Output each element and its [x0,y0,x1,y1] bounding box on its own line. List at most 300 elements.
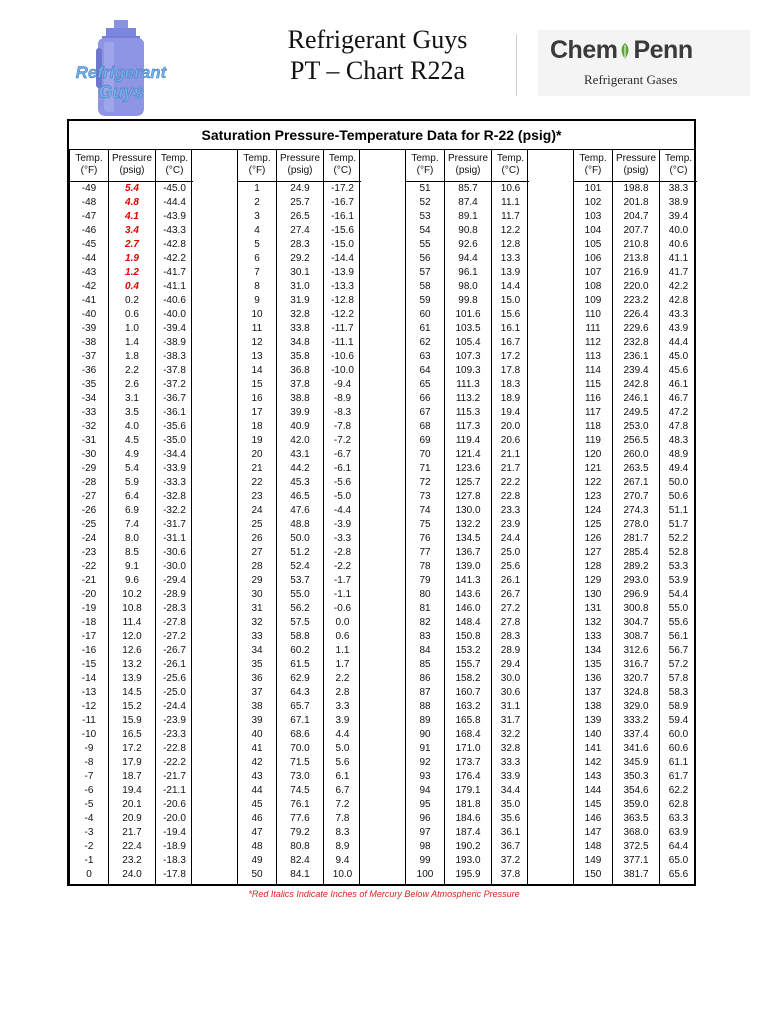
table-cell: 74 [419,505,431,516]
table-cell: 28.3 [290,239,310,250]
table-cell: 34 [251,645,263,656]
table-cell: 11.1 [501,197,520,208]
table-cell: 4.4 [335,729,350,740]
table-cell: 333.2 [623,715,649,726]
table-cell: 137 [584,687,602,698]
table-cell: 165.8 [455,715,481,726]
table-cell: -6.7 [333,449,352,460]
table-cell: 75 [419,519,431,530]
table-cell: 147 [584,827,602,838]
table-cell: 45 [251,799,263,810]
table-cell: 1.0 [125,323,139,334]
table-cell: -35.0 [163,435,186,446]
table-cell: 18.3 [500,379,521,390]
table-cell: 38.9 [668,197,689,208]
column-header-line2: (°F) [416,165,434,176]
table-cell: 289.2 [623,561,649,572]
table-cell: 41.1 [668,253,689,264]
table-cell: -29.4 [163,575,186,586]
table-cell: 32.8 [290,309,310,320]
table-cell: 13 [251,351,263,362]
table-cell: -27 [81,491,97,502]
table-cell: 345.9 [623,757,649,768]
table-cell: 57.2 [668,659,689,670]
table-cell: 36 [251,673,263,684]
table-cell: 25.7 [290,197,310,208]
column-header-line1: Pressure [447,153,488,164]
table-cell: -25.0 [163,687,186,698]
table-cell: 99 [419,855,431,866]
table-cell: 65.0 [668,855,689,866]
table-cell: 118 [585,421,601,432]
table-cell: 112 [585,337,601,348]
table-cell: 87 [419,687,431,698]
chempenn-subtitle: Refrigerant Gases [584,72,678,87]
table-cell: 60.2 [290,645,310,656]
table-cell: 79.2 [290,827,310,838]
temp-c-column [492,150,529,884]
table-cell: -31.7 [163,519,186,530]
table-cell: 49 [251,855,263,866]
table-cell: -14.4 [331,253,354,264]
table-cell: 136 [584,673,602,684]
table-cell: 105.4 [455,337,481,348]
table-cell: 377.1 [623,855,649,866]
table-cell: 35.6 [500,813,521,824]
table-cell: 42.0 [290,435,310,446]
table-cell: 123.6 [455,463,481,474]
table-cell: 64 [419,365,431,376]
table-cell: 105 [584,239,602,250]
table-cell: -1.7 [333,575,352,586]
table-cell: 20.6 [500,435,521,446]
column-header-line2: (°C) [333,165,352,176]
table-cell: 5.0 [335,743,350,754]
table-cell: -32.8 [163,491,186,502]
table-cell: 121 [584,463,602,474]
table-cell: -12 [81,701,97,712]
table-cell: 133 [584,631,602,642]
table-cell: -17.8 [163,869,186,880]
table-cell: 60.6 [668,743,689,754]
table-cell: 33.8 [290,323,310,334]
column-header-line1: Pressure [279,153,320,164]
table-cell: 8.9 [335,841,350,852]
table-cell: 41 [251,743,263,754]
refrigerant-bottle-icon [62,18,180,122]
table-cell: 66 [419,393,431,404]
table-cell: 106 [584,253,602,264]
table-cell: 60 [419,309,431,320]
table-cell: 49.4 [668,463,689,474]
vacuum-pressure-cell: 5.4 [125,183,139,194]
vacuum-pressure-cell: 1.9 [125,253,139,264]
table-cell: 35.8 [290,351,310,362]
table-cell: 146.0 [455,603,481,614]
table-cell: -30 [81,449,97,460]
table-cell: 29 [251,575,263,586]
table-cell: 16.1 [500,323,521,334]
table-cell: 29.4 [500,659,521,670]
table-cell: 10.2 [122,589,142,600]
temp-f-column [574,150,613,884]
column-header-line2: (psig) [623,165,649,176]
table-cell: 8.0 [125,533,139,544]
table-cell: 2 [254,197,260,208]
table-cell: 223.2 [623,295,649,306]
table-cell: -39.4 [163,323,186,334]
table-cell: 2.2 [335,673,350,684]
table-cell: -1 [84,855,94,866]
table-cell: -2.8 [333,547,352,558]
table-cell: -34 [81,393,97,404]
table-cell: 10.8 [122,603,142,614]
table-cell: 31 [251,603,263,614]
column-header [406,150,444,182]
table-cell: 0.6 [125,309,139,320]
table-cell: 69 [419,435,431,446]
temp-c-column [660,150,697,884]
table-cell: 30 [251,589,263,600]
table-cell: 101.6 [455,309,481,320]
table-cell: 142 [584,757,602,768]
table-cell: 108 [584,281,602,292]
table-cell: 21 [251,463,263,474]
table-cell: 56.7 [668,645,689,656]
table-cell: 129 [584,575,602,586]
table-cell: -46 [81,225,97,236]
table-cell: 10 [251,309,263,320]
table-cell: 171.0 [455,743,481,754]
table-cell: -1.1 [333,589,352,600]
table-cell: 8.3 [335,827,350,838]
table-cell: -30.6 [163,547,186,558]
table-cell: 139.0 [455,561,481,572]
table-cell: 48.3 [668,435,689,446]
table-cell: 15 [251,379,263,390]
table-cell: 236.1 [623,351,649,362]
table-cell: 239.4 [623,365,649,376]
table-cell: 111 [585,323,601,334]
table-cell: 187.4 [455,827,481,838]
table-cell: -42 [81,281,97,292]
table-cell: 39.4 [668,211,689,222]
table-cell: -28 [81,477,97,488]
table-cell: 109.3 [455,365,481,376]
table-cell: 132.2 [455,519,481,530]
table-cell: 6 [254,253,260,264]
table-cell: -3.9 [333,519,352,530]
table-cell: 201.8 [623,197,649,208]
table-cell: 350.3 [623,771,649,782]
table-cell: 134.5 [455,533,481,544]
pressure-column [277,150,324,884]
table-cell: 381.7 [623,869,649,880]
table-cell: 304.7 [623,617,649,628]
table-cell: 136.7 [455,547,481,558]
table-cell: 308.7 [623,631,649,642]
table-cell: 47 [251,827,263,838]
table-cell: 130 [584,589,602,600]
table-cell: 68 [419,421,431,432]
vacuum-pressure-cell: 1.2 [125,267,139,278]
table-cell: 324.8 [623,687,649,698]
table-cell: 14 [251,365,263,376]
table-cell: 51.7 [668,519,689,530]
table-cell: 116 [585,393,601,404]
table-cell: 63.9 [668,827,689,838]
table-cell: 39 [251,715,263,726]
table-cell: -16.1 [331,211,354,222]
table-cell: -15.0 [331,239,354,250]
table-cell: 38 [251,701,263,712]
table-cell: 127 [584,547,602,558]
table-cell: 20.1 [122,799,142,810]
table-cell: 128 [584,561,602,572]
table-cell: 260.0 [623,449,649,460]
table-cell: 312.6 [623,645,649,656]
table-cell: -19.4 [163,827,186,838]
table-cell: 42 [251,757,263,768]
table-cell: 107.3 [455,351,481,362]
table-cell: 52.8 [668,547,689,558]
table-cell: 84 [419,645,431,656]
header-divider [516,34,517,96]
table-cell: 24.0 [122,869,142,880]
table-cell: 62 [419,337,431,348]
table-cell: 226.4 [623,309,649,320]
table-cell: 278.0 [623,519,649,530]
table-cell: 60.0 [668,729,689,740]
chempenn-name-part2: Penn [633,36,693,64]
table-cell: -13.3 [331,281,354,292]
table-cell: -13 [81,687,97,698]
table-cell: -42.8 [163,239,186,250]
table-cell: 27.4 [290,225,310,236]
table-cell: -32 [81,421,97,432]
table-cell: 4 [254,225,260,236]
table-cell: 145 [584,799,602,810]
table-cell: 63 [419,351,431,362]
table-cell: 95 [419,799,431,810]
column-header-line1: Temp. [160,153,189,164]
table-cell: -36.7 [163,393,186,404]
table-cell: 148 [584,841,602,852]
column-header [660,150,697,182]
table-cell: -2.2 [333,561,352,572]
table-cell: 184.6 [455,813,481,824]
table-cell: 30.0 [500,673,521,684]
table-cell: 22 [251,477,263,488]
pressure-column [109,150,156,884]
table-cell: 94 [419,785,431,796]
table-cell: 354.6 [623,785,649,796]
table-cell: -11.7 [331,323,354,334]
table-cell: 92.6 [458,239,478,250]
table-cell: -18 [81,617,97,628]
column-header-line1: Temp. [664,153,693,164]
table-cell: 13.2 [122,659,142,670]
table-cell: -9.4 [333,379,352,390]
table-cell: -17.2 [331,183,354,194]
column-header-line2: (psig) [455,165,481,176]
table-cell: -5 [84,799,94,810]
table-cell: 46 [251,813,263,824]
vacuum-pressure-cell: 2.7 [125,239,139,250]
table-cell: 64.3 [290,687,310,698]
table-cell: 77.6 [290,813,310,824]
table-cell: 38.8 [290,393,310,404]
table-cell: 83 [419,631,431,642]
table-cell: 85.7 [458,183,478,194]
table-cell: -21.7 [163,771,186,782]
table-cell: -4 [84,813,94,824]
table-cell: 57.5 [290,617,310,628]
table-cell: 43.9 [668,323,689,334]
table-block-3 [405,150,528,884]
table-cell: 232.8 [623,337,649,348]
table-cell: -6 [84,785,94,796]
table-cell: 46.5 [290,491,310,502]
table-cell: 168.4 [455,729,481,740]
table-cell: 26.5 [290,211,310,222]
table-cell: -45 [81,239,97,250]
table-cell: 47.6 [290,505,310,516]
svg-text:Guys: Guys [98,82,144,102]
table-cell: 90 [419,729,431,740]
table-cell: -44 [81,253,97,264]
table-cell: 62.2 [668,785,689,796]
table-cell: 59.4 [668,715,689,726]
table-cell: 45.6 [668,365,689,376]
table-cell: 33.3 [500,757,521,768]
table-cell: 23.3 [500,505,521,516]
table-cell: 372.5 [623,841,649,852]
table-cell: 34.8 [290,337,310,348]
table-cell: 9.6 [125,575,139,586]
table-cell: 229.6 [623,323,649,334]
table-cell: 195.9 [455,869,481,880]
table-cell: -36.1 [163,407,186,418]
title-line-1: Refrigerant Guys [287,25,468,54]
table-cell: 80 [419,589,431,600]
table-cell: 32.2 [500,729,521,740]
table-cell: 18.7 [122,771,142,782]
table-cell: 35.0 [500,799,521,810]
column-header-line1: Temp. [496,153,525,164]
table-cell: 82 [419,617,431,628]
table-cell: -33.9 [163,463,186,474]
table-cell: -28.3 [163,603,186,614]
table-cell: 1.1 [335,645,350,656]
table-cell: 80.8 [290,841,310,852]
table-cell: -48 [81,197,97,208]
table-cell: 368.0 [623,827,649,838]
table-cell: 173.7 [455,757,481,768]
vacuum-pressure-cell: 3.4 [125,225,139,236]
table-cell: 9.1 [125,561,139,572]
table-cell: 48.8 [290,519,310,530]
table-cell: 3.1 [125,393,139,404]
table-cell: 2.8 [335,687,350,698]
table-cell: 0.2 [125,295,139,306]
table-cell: 89.1 [458,211,478,222]
table-cell: -28.9 [163,589,186,600]
table-cell: -7.8 [333,421,352,432]
table-cell: 57.8 [668,673,689,684]
table-cell: 125 [584,519,602,530]
table-cell: 216.9 [623,267,649,278]
column-header [492,150,529,182]
table-cell: 13.9 [500,267,521,278]
table-cell: 92 [419,757,431,768]
table-cell: 122 [584,477,602,488]
table-cell: 55.0 [290,589,310,600]
table-cell: 131 [584,603,602,614]
table-cell: -38.3 [163,351,186,362]
table-cell: -25.6 [163,673,186,684]
table-cell: 98.0 [458,281,478,292]
chempenn-name-part1: Chem [550,36,618,64]
table-cell: 0.0 [335,617,350,628]
table-cell: 143 [584,771,602,782]
table-cell: -40 [81,309,97,320]
table-cell: 44.4 [668,337,689,348]
column-header-line1: Temp. [411,153,439,164]
table-cell: 114 [585,365,601,376]
table-cell: -3.3 [333,533,352,544]
column-header-line2: (°F) [80,165,98,176]
table-cell: -5.6 [333,477,352,488]
table-block-4 [573,150,696,884]
table-cell: -8.9 [333,393,352,404]
table-cell: 78 [419,561,431,572]
table-cell: 65 [419,379,431,390]
table-cell: -31.1 [163,533,186,544]
table-cell: 58 [419,281,431,292]
column-header [613,150,659,182]
table-cell: 3 [254,211,260,222]
table-cell: 61 [419,323,431,334]
table-cell: 11 [251,323,263,334]
table-cell: 72 [419,477,431,488]
table-cell: 58.3 [668,687,689,698]
table-cell: 62.8 [668,799,689,810]
table-cell: -41 [81,295,97,306]
table-cell: 150 [584,869,602,880]
temp-f-column [406,150,445,884]
table-cell: 9 [254,295,260,306]
table-cell: 117.3 [455,421,481,432]
table-cell: 14.4 [500,281,521,292]
table-cell: 1 [254,183,260,194]
table-cell: -4.4 [333,505,352,516]
column-header [277,150,323,182]
table-cell: 42.8 [668,295,689,306]
table-cell: 119.4 [455,435,481,446]
table-cell: -30.0 [163,561,186,572]
table-cell: 82.4 [290,855,310,866]
table-cell: 115.3 [455,407,481,418]
column-header-line1: Temp. [579,153,607,164]
table-cell: 10.0 [332,869,353,880]
vacuum-pressure-cell: 4.1 [125,211,139,222]
table-cell: 94.4 [458,253,478,264]
table-cell: -43.3 [163,225,186,236]
table-cell: 111.3 [456,379,480,390]
table-cell: 28.9 [500,645,521,656]
table-cell: 4.5 [125,435,139,446]
